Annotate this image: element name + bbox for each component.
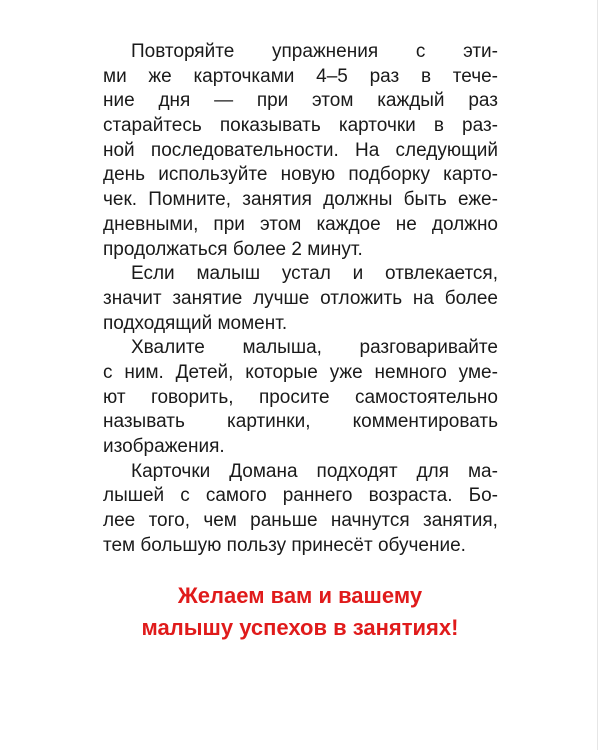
text-line: подходящий момент. — [103, 312, 288, 334]
word: немного — [374, 361, 447, 383]
word: с — [103, 361, 113, 383]
word: при — [213, 213, 245, 235]
word: уже — [329, 361, 363, 383]
word: дневными, — [103, 213, 199, 235]
word: используйте — [158, 164, 268, 186]
word: дня — [158, 90, 191, 112]
word: для — [416, 460, 450, 482]
word: показывать — [219, 115, 321, 137]
word: должно — [431, 213, 498, 235]
word: того, — [148, 510, 190, 532]
text-line — [103, 262, 498, 287]
word: не — [395, 213, 417, 235]
text-line — [103, 40, 498, 65]
word: в — [420, 65, 432, 87]
word: чем — [203, 510, 237, 532]
word: быть — [403, 189, 447, 211]
word: отвлекается, — [385, 263, 498, 285]
word: упражнения — [272, 41, 379, 62]
word: раннего — [282, 485, 353, 507]
text-line — [103, 361, 498, 386]
word: Карточки — [131, 460, 211, 482]
text-line — [103, 213, 498, 238]
text-line — [103, 410, 498, 435]
word: занятия, — [422, 510, 498, 532]
word: На — [355, 139, 380, 161]
closing-wish — [0, 580, 600, 644]
word: занятия — [242, 189, 312, 211]
word: с — [415, 41, 426, 62]
word: каждое — [316, 213, 381, 235]
word: старайтесь — [103, 115, 202, 137]
word: отложить — [320, 287, 403, 309]
paragraph — [103, 460, 498, 559]
word: Если — [131, 263, 175, 285]
body-text — [103, 40, 498, 558]
closing-line-2: малышу успехов в занятиях! — [141, 615, 459, 640]
word: этом — [259, 213, 302, 235]
word: последовательности. — [150, 139, 339, 161]
text-line — [103, 484, 498, 509]
word: чек. — [103, 189, 138, 211]
word: уме- — [458, 361, 498, 383]
word: разговаривайте — [359, 337, 498, 359]
word: карточки — [338, 115, 416, 137]
word: значит — [103, 287, 162, 309]
word: начнутся — [330, 510, 410, 532]
word: говорить, — [150, 386, 234, 408]
word: карточками — [193, 65, 295, 87]
word: на — [412, 287, 434, 309]
text-line — [103, 336, 498, 361]
word: новую — [280, 164, 336, 186]
word: картинки, — [227, 411, 311, 433]
word: лышей — [103, 485, 165, 507]
text-line — [103, 65, 498, 90]
word: занятие — [172, 287, 243, 309]
word: карто- — [443, 164, 498, 186]
word: Повторяйте — [131, 41, 235, 62]
word: раз — [369, 65, 400, 87]
text-line — [103, 139, 498, 164]
word: 4–5 — [316, 65, 348, 87]
word: которые — [245, 361, 318, 383]
word: день — [103, 164, 146, 186]
text-line — [103, 188, 498, 213]
word: более — [444, 287, 498, 309]
word: же — [148, 65, 172, 87]
word: комментировать — [352, 411, 498, 433]
text-line — [103, 114, 498, 139]
word: Бо- — [468, 485, 498, 507]
text-line — [103, 89, 498, 114]
word: ной — [103, 139, 135, 161]
text-line: продолжаться более 2 минут. — [103, 238, 363, 260]
word: подборку — [348, 164, 430, 186]
closing-line-1: Желаем вам и вашему — [177, 583, 423, 608]
word: устал — [281, 263, 331, 285]
word: — — [214, 90, 234, 112]
word: Хвалите — [131, 337, 205, 359]
word: каждый — [377, 90, 445, 112]
word: раз — [468, 90, 498, 112]
word: этом — [312, 90, 354, 112]
word: при — [256, 90, 289, 112]
word: самостоятельно — [354, 386, 498, 408]
text-line: тем большую пользу принесёт обучение. — [103, 534, 466, 556]
word: раз- — [462, 115, 498, 137]
word: лее — [103, 510, 136, 532]
word: раньше — [250, 510, 318, 532]
word: называть — [103, 411, 185, 433]
word: еже- — [457, 189, 498, 211]
word: Домана — [229, 460, 298, 482]
word: и — [352, 263, 364, 285]
word: ним. — [124, 361, 164, 383]
text-line — [103, 509, 498, 534]
word: в — [433, 115, 444, 137]
text-line — [103, 386, 498, 411]
text-line — [103, 287, 498, 312]
word: подходят — [316, 460, 398, 482]
word: с — [180, 485, 190, 507]
word: ми — [103, 65, 127, 87]
word: самого — [205, 485, 267, 507]
word: лучше — [253, 287, 310, 309]
word: должны — [323, 189, 393, 211]
text-line: изображения. — [103, 436, 225, 457]
word: Помните, — [148, 189, 232, 211]
word: Детей, — [175, 361, 234, 383]
word: следующий — [395, 139, 498, 161]
word: эти- — [463, 41, 498, 62]
word: тече- — [452, 65, 498, 87]
paragraph — [103, 40, 498, 262]
word: малыша, — [242, 337, 322, 359]
word: просите — [258, 386, 330, 408]
paragraph — [103, 262, 498, 336]
paragraph — [103, 336, 498, 459]
word: малыш — [196, 263, 261, 285]
word: ние — [103, 90, 135, 112]
text-line — [103, 460, 498, 485]
word: ма- — [467, 460, 498, 482]
text-line — [103, 163, 498, 188]
word: ют — [103, 386, 126, 408]
word: возраста. — [368, 485, 453, 507]
